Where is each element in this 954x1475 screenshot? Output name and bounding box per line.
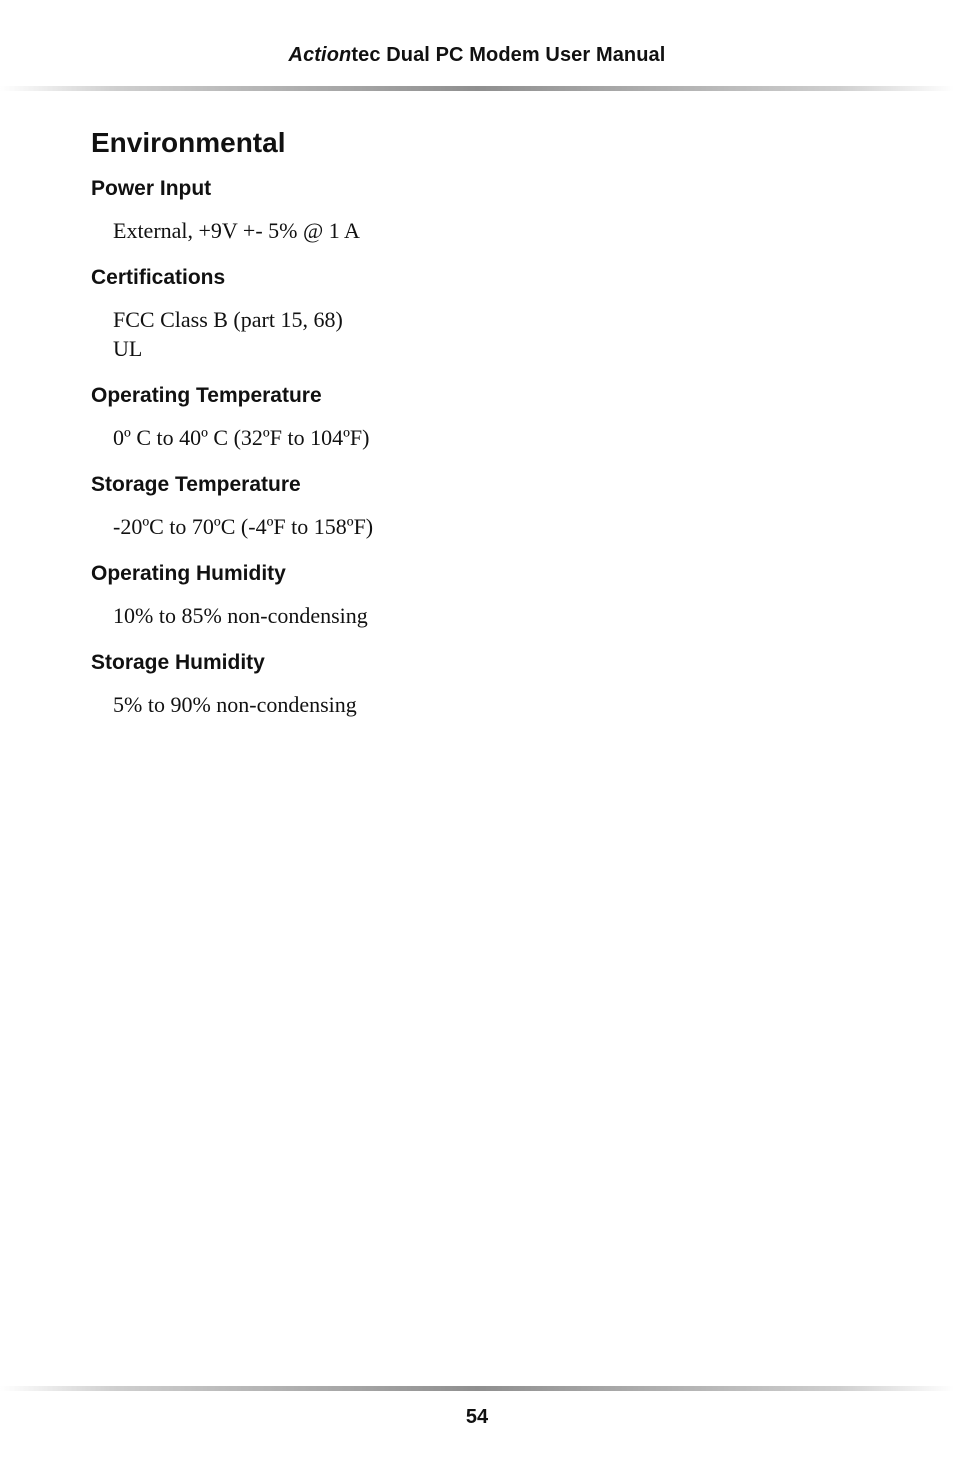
spec-value-line: 5% to 90% non-condensing bbox=[113, 692, 357, 717]
spec-value-line: FCC Class B (part 15, 68) bbox=[113, 307, 343, 332]
spec-heading: Operating Humidity bbox=[91, 562, 286, 585]
spec-value-line: -20ºC to 70ºC (-4ºF to 158ºF) bbox=[113, 514, 374, 539]
spec-heading: Storage Humidity bbox=[91, 651, 265, 674]
spec-block-operating-temperature bbox=[91, 383, 871, 452]
spec-values bbox=[113, 690, 871, 719]
spec-block-storage-temperature bbox=[91, 472, 871, 541]
spec-value-line: UL bbox=[113, 336, 143, 361]
spec-heading: Certifications bbox=[91, 266, 226, 289]
spec-values bbox=[113, 305, 871, 363]
header-divider bbox=[0, 86, 954, 91]
spec-value-line: 10% to 85% non-condensing bbox=[113, 603, 368, 628]
spec-block-storage-humidity bbox=[91, 650, 871, 719]
running-header bbox=[0, 44, 954, 67]
spec-values bbox=[113, 601, 871, 630]
spec-block-operating-humidity bbox=[91, 561, 871, 630]
spec-value-line: 0º C to 40º C (32ºF to 104ºF) bbox=[113, 425, 370, 450]
spec-values bbox=[113, 423, 871, 452]
spec-values bbox=[113, 512, 871, 541]
spec-heading: Operating Temperature bbox=[91, 384, 322, 407]
spec-values bbox=[113, 216, 871, 245]
spec-value-line: External, +9V +- 5% @ 1 A bbox=[113, 218, 360, 243]
page-content bbox=[91, 124, 871, 739]
page-number: 54 bbox=[465, 1406, 489, 1428]
header-title-text: tec Dual PC Modem User Manual bbox=[351, 44, 666, 66]
section-title: Environmental bbox=[91, 127, 286, 158]
brand-italic-text: Action bbox=[288, 44, 352, 66]
spec-block-certifications bbox=[91, 265, 871, 363]
footer-divider bbox=[0, 1386, 954, 1391]
spec-heading: Storage Temperature bbox=[91, 473, 301, 496]
spec-block-power-input bbox=[91, 176, 871, 245]
spec-heading: Power Input bbox=[91, 177, 212, 200]
